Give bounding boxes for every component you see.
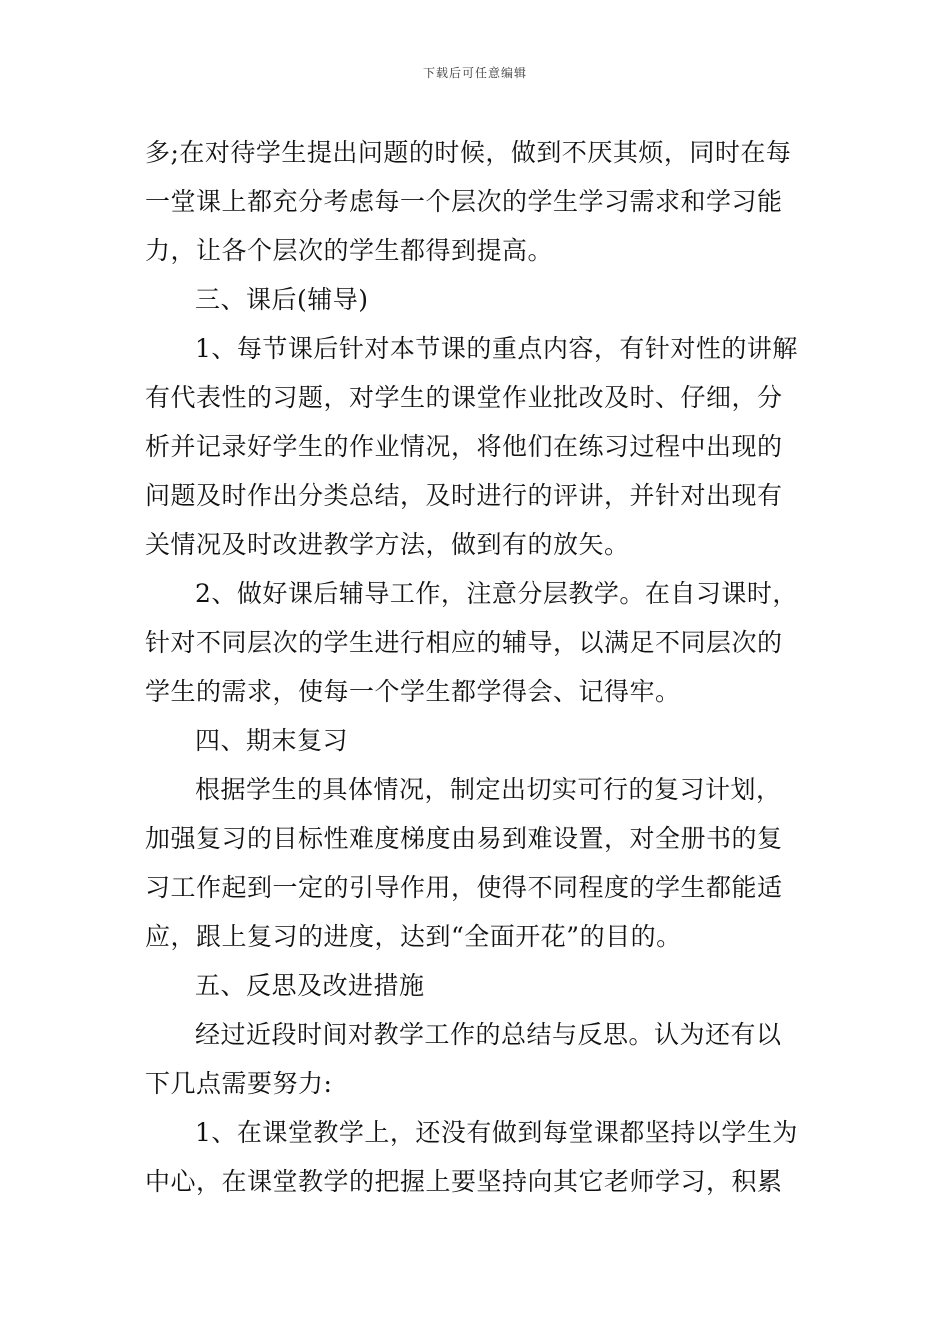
text-line: 根据学生的具体情况，制定出切实可行的复习计划，	[195, 775, 782, 804]
document-body	[145, 128, 815, 1206]
text-line: 有代表性的习题，对学生的课堂作业批改及时、仔细，分	[145, 383, 783, 412]
text-line: 学生的需求，使每一个学生都学得会、记得牢。	[145, 677, 681, 706]
text-line: 加强复习的目标性难度梯度由易到难设置，对全册书的复	[145, 824, 783, 853]
text-line: 关情况及时改进教学方法，做到有的放矢。	[145, 530, 630, 559]
page-header: 下载后可任意编辑	[422, 66, 527, 80]
text-line: 习工作起到一定的引导作用，使得不同程度的学生都能适	[145, 873, 783, 902]
text-line: 针对不同层次的学生进行相应的辅导，以满足不同层次的	[145, 628, 783, 657]
text-line: 应，跟上复习的进度，达到“全面开花”的目的。	[145, 922, 682, 951]
text-line: 2、做好课后辅导工作，注意分层教学。在自习课时，	[195, 579, 798, 608]
section-heading: 三、课后(辅导)	[195, 285, 369, 314]
text-line: 多;在对待学生提出问题的时候，做到不厌其烦，同时在每	[145, 138, 792, 167]
text-line: 1、在课堂教学上，还没有做到每堂课都坚持以学生为	[195, 1118, 798, 1147]
text-line: 析并记录好学生的作业情况，将他们在练习过程中出现的	[145, 432, 783, 461]
text-line: 经过近段时间对教学工作的总结与反思。认为还有以	[195, 1020, 782, 1049]
text-line: 一堂课上都充分考虑每一个层次的学生学习需求和学习能	[145, 187, 783, 216]
text-line: 下几点需要努力:	[145, 1069, 333, 1098]
section-heading: 四、期末复习	[195, 726, 349, 755]
text-line: 中心，在课堂教学的把握上要坚持向其它老师学习，积累	[145, 1167, 783, 1196]
section-heading: 五、反思及改进措施	[195, 971, 425, 1000]
text-line: 问题及时作出分类总结，及时进行的评讲，并针对出现有	[145, 481, 783, 510]
text-line: 力，让各个层次的学生都得到提高。	[145, 236, 554, 265]
text-line: 1、每节课后针对本节课的重点内容，有针对性的讲解	[195, 334, 798, 363]
